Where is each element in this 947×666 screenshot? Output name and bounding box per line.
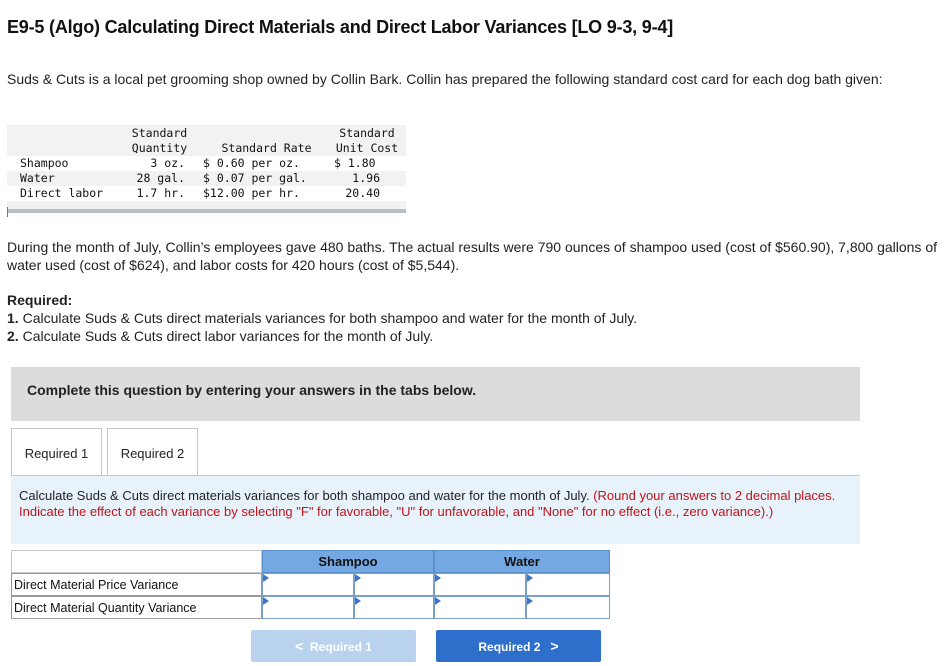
next-required-button[interactable] [436,630,601,662]
water-quantity-variance-amount[interactable] [434,596,526,619]
prev-required-label: Required 1 [309,640,372,654]
rate-header-text: Standard Rate [221,141,312,155]
required-heading: Required: [7,292,73,308]
input-flag-icon [435,574,441,582]
shampoo-price-variance-effect[interactable] [354,573,434,596]
cost-card-row-shampoo [7,156,406,171]
cost-card-edge [7,207,8,217]
cost-card-rate: $12.00 per hr. [203,186,300,200]
next-required-label: Required 2 [478,640,541,654]
shampoo-quantity-variance-amount[interactable] [262,596,354,619]
input-flag-icon [435,597,441,605]
shampoo-price-variance-amount-input[interactable] [263,574,353,595]
chevron-left-icon: < [295,638,304,654]
answer-table-corner [11,550,262,573]
complete-question-text: Complete this question by entering your answers in the tabs below. [27,382,477,398]
cost-card-item: Water [20,171,55,185]
water-price-variance-effect[interactable] [526,573,610,596]
input-flag-icon [263,597,269,605]
required-item-text: Calculate Suds & Cuts direct materials variances for both shampoo and water for the month of July. [18,310,638,326]
actual-results-text: During the month of July, Collin’s employees gave 480 baths. The actual results were 790 ounces of shampoo used (cost of $560.90), 7,800 gallons of water used (cost of $624), and labor costs for 420 hours (cost of $5,544). [7,239,938,273]
instructions-note: (Round your answers to 2 decimal places. Indicate the effect of each variance by selecting "F" for favorable, "U" for unfavorable, and "None" for no effect (i.e., zero variance).) [19,488,836,519]
quantity-header-line1: Standard [131,126,188,140]
cost-card-quantity: 1.7 hr. [136,186,185,200]
cost-card-item: Shampoo [20,156,69,170]
water-quantity-variance-effect[interactable] [526,596,610,619]
dropdown-flag-icon [355,597,361,605]
required-item-text: Calculate Suds & Cuts direct labor variances for the month of July. [18,328,434,344]
quantity-header-line2: Quantity [131,141,188,155]
instructions-panel [11,475,860,544]
cost-card-unit-cost: 20.40 [345,186,380,200]
tab-required-2[interactable]: Required 2 [107,428,198,476]
dropdown-flag-icon [527,597,533,605]
cost-card-row-water [7,171,406,186]
cost-card-unit-cost: $ 1.80 [334,156,376,170]
intro-text: Suds & Cuts is a local pet grooming shop owned by Collin Bark. Collin has prepared the following standard cost card for each dog bath given: [7,71,883,87]
shampoo-quantity-variance-effect[interactable] [354,596,434,619]
cost-card-rate: $ 0.07 per gal. [203,171,307,185]
unit-cost-header-line1: Standard [339,126,395,140]
chevron-right-icon: > [550,638,559,654]
column-header-water: Water [434,550,610,573]
instructions-main: Calculate Suds & Cuts direct materials variances for both shampoo and water for the month of July. [19,488,594,503]
cost-card-item: Direct labor [20,186,104,200]
unit-cost-header-line2: Unit Cost [335,141,399,155]
row-label-price-variance: Direct Material Price Variance [11,573,262,596]
complete-question-banner [11,367,860,421]
instructions-text [19,488,849,520]
rate-header [209,126,324,156]
shampoo-price-variance-amount[interactable] [262,573,354,596]
cost-card-unit-cost: 1.96 [352,171,380,185]
prev-required-button[interactable] [251,630,416,662]
cost-card-rate: $ 0.60 per oz. [203,156,300,170]
input-flag-icon [263,574,269,582]
unit-cost-header [331,126,403,156]
required-item-number: 1. [7,310,19,326]
cost-card-row-labor [7,186,406,201]
tab-required-1[interactable]: Required 1 [11,428,102,476]
quantity-header [122,126,197,156]
column-header-shampoo: Shampoo [262,550,434,573]
required-item-1 [7,310,637,326]
standard-cost-card [7,125,406,213]
dropdown-flag-icon [527,574,533,582]
required-item-number: 2. [7,328,19,344]
page-title: E9-5 (Algo) Calculating Direct Materials and Direct Labor Variances [LO 9-3, 9-4] [7,17,673,37]
row-label-quantity-variance: Direct Material Quantity Variance [11,596,262,619]
dropdown-flag-icon [355,574,361,582]
water-quantity-variance-amount-input[interactable] [435,597,525,618]
water-price-variance-amount[interactable] [434,573,526,596]
water-price-variance-amount-input[interactable] [435,574,525,595]
cost-card-quantity: 3 oz. [150,156,185,170]
required-item-2 [7,328,433,344]
cost-card-quantity: 28 gal. [136,171,185,185]
shampoo-quantity-variance-amount-input[interactable] [263,597,353,618]
